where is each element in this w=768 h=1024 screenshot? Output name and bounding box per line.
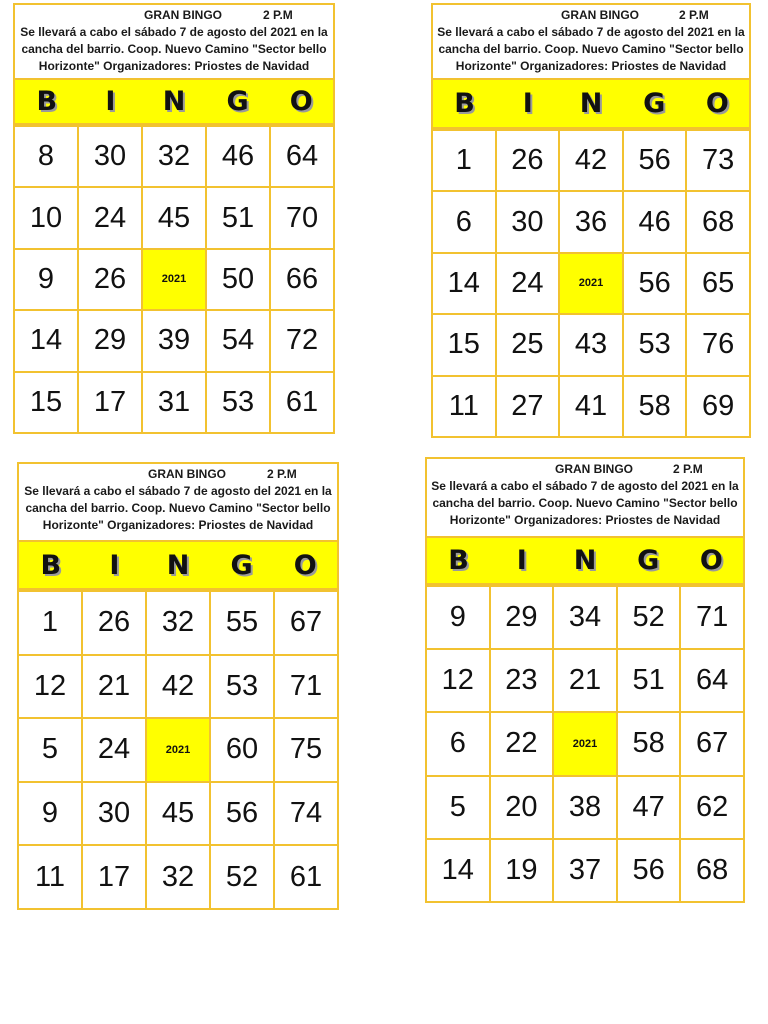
number-cell[interactable]: 5 (427, 777, 491, 840)
number-cell[interactable]: 6 (433, 192, 497, 253)
number-cell[interactable]: 14 (15, 311, 79, 372)
number-cell[interactable]: 62 (681, 777, 745, 840)
number-cell[interactable]: 31 (143, 373, 207, 434)
free-space-cell[interactable]: 2021 (147, 719, 211, 783)
number-cell[interactable]: 53 (624, 315, 688, 376)
event-time: 2 P.M (679, 8, 709, 22)
number-cell[interactable]: 67 (275, 592, 339, 656)
number-cell[interactable]: 11 (19, 846, 83, 910)
number-cell[interactable]: 30 (79, 127, 143, 188)
number-cell[interactable]: 29 (491, 587, 555, 650)
bingo-letter: G (643, 88, 666, 119)
number-grid (431, 129, 751, 438)
event-title: GRAN BINGO (555, 462, 633, 476)
number-cell[interactable]: 61 (271, 373, 335, 434)
number-cell[interactable]: 50 (207, 250, 271, 311)
number-cell[interactable]: 45 (147, 783, 211, 847)
free-space-cell[interactable]: 2021 (560, 254, 624, 315)
number-cell[interactable]: 6 (427, 713, 491, 776)
number-cell[interactable]: 69 (687, 377, 751, 438)
number-cell[interactable]: 1 (433, 131, 497, 192)
card-header (13, 3, 335, 78)
bingo-letter: N (166, 549, 190, 581)
number-cell[interactable]: 56 (211, 783, 275, 847)
bingo-card (13, 3, 335, 434)
number-cell[interactable]: 47 (618, 777, 682, 840)
number-cell[interactable]: 36 (560, 192, 624, 253)
number-cell[interactable]: 70 (271, 188, 335, 249)
number-cell[interactable]: 66 (271, 250, 335, 311)
number-cell[interactable]: 24 (497, 254, 561, 315)
number-cell[interactable]: 53 (207, 373, 271, 434)
number-cell[interactable]: 43 (560, 315, 624, 376)
number-cell[interactable]: 10 (15, 188, 79, 249)
number-cell[interactable]: 14 (433, 254, 497, 315)
number-cell[interactable]: 9 (19, 783, 83, 847)
number-cell[interactable]: 64 (681, 650, 745, 713)
number-cell[interactable]: 32 (147, 846, 211, 910)
bingo-letter: I (109, 549, 120, 581)
number-cell[interactable]: 68 (681, 840, 745, 903)
card-header (425, 457, 745, 536)
number-grid (13, 125, 335, 434)
bingo-letters-row (431, 78, 751, 129)
bingo-letter: O (699, 545, 723, 576)
bingo-letter: G (637, 545, 660, 576)
number-cell[interactable]: 26 (79, 250, 143, 311)
card-header (17, 462, 339, 540)
bingo-letter: O (705, 88, 729, 119)
event-title: GRAN BINGO (148, 467, 226, 481)
number-grid (17, 590, 339, 910)
number-cell[interactable]: 20 (491, 777, 555, 840)
event-description: Se llevará a cabo el sábado 7 de agosto del 2021 en la cancha del barrio. Coop. Nuevo Camino "Sector bello Horizonte" Organizadores: Priostes de Navidad (24, 484, 332, 532)
number-cell[interactable]: 46 (207, 127, 271, 188)
card-header (431, 3, 751, 78)
number-cell[interactable]: 56 (618, 840, 682, 903)
bingo-letters-row (13, 78, 335, 125)
number-cell[interactable]: 8 (15, 127, 79, 188)
number-cell[interactable]: 38 (554, 777, 618, 840)
free-space-cell[interactable]: 2021 (143, 250, 207, 311)
number-cell[interactable]: 9 (15, 250, 79, 311)
number-cell[interactable]: 14 (427, 840, 491, 903)
bingo-letter: N (573, 545, 597, 576)
number-cell[interactable]: 29 (79, 311, 143, 372)
number-cell[interactable]: 21 (554, 650, 618, 713)
bingo-letter: O (293, 549, 317, 581)
number-cell[interactable]: 73 (687, 131, 751, 192)
number-cell[interactable]: 41 (560, 377, 624, 438)
number-cell[interactable]: 12 (427, 650, 491, 713)
bingo-letters-row (17, 540, 339, 590)
number-cell[interactable]: 15 (433, 315, 497, 376)
number-cell[interactable]: 19 (491, 840, 555, 903)
number-cell[interactable]: 67 (681, 713, 745, 776)
number-cell[interactable]: 56 (624, 254, 688, 315)
bingo-letter: G (230, 549, 253, 581)
free-space-cell[interactable]: 2021 (554, 713, 618, 776)
number-cell[interactable]: 52 (618, 587, 682, 650)
title-line (433, 7, 749, 23)
number-cell[interactable]: 45 (143, 188, 207, 249)
bingo-letter: I (522, 88, 533, 119)
number-cell[interactable]: 53 (211, 656, 275, 720)
number-cell[interactable]: 68 (687, 192, 751, 253)
number-grid (425, 585, 745, 903)
number-cell[interactable]: 17 (79, 373, 143, 434)
number-cell[interactable]: 26 (83, 592, 147, 656)
number-cell[interactable]: 21 (83, 656, 147, 720)
title-line (19, 466, 337, 482)
number-cell[interactable]: 32 (147, 592, 211, 656)
number-cell[interactable]: 42 (147, 656, 211, 720)
number-cell[interactable]: 5 (19, 719, 83, 783)
title-line (427, 461, 743, 477)
number-cell[interactable]: 11 (433, 377, 497, 438)
number-cell[interactable]: 72 (271, 311, 335, 372)
bingo-letter: B (454, 88, 475, 119)
number-cell[interactable]: 30 (83, 783, 147, 847)
number-cell[interactable]: 24 (83, 719, 147, 783)
number-cell[interactable]: 15 (15, 373, 79, 434)
bingo-letter: O (289, 86, 313, 117)
number-cell[interactable]: 23 (491, 650, 555, 713)
number-cell[interactable]: 22 (491, 713, 555, 776)
number-cell[interactable]: 54 (207, 311, 271, 372)
number-cell[interactable]: 75 (275, 719, 339, 783)
bingo-letter: B (448, 545, 469, 576)
number-cell[interactable]: 26 (497, 131, 561, 192)
event-time: 2 P.M (263, 8, 293, 22)
number-cell[interactable]: 42 (560, 131, 624, 192)
number-cell[interactable]: 51 (618, 650, 682, 713)
event-description: Se llevará a cabo el sábado 7 de agosto del 2021 en la cancha del barrio. Coop. Nuevo Camino "Sector bello Horizonte" Organizadores: Priostes de Navidad (20, 25, 328, 73)
number-cell[interactable]: 74 (275, 783, 339, 847)
title-line (15, 7, 333, 23)
bingo-letter: I (516, 545, 527, 576)
number-cell[interactable]: 60 (211, 719, 275, 783)
bingo-letter: N (162, 86, 186, 117)
number-cell[interactable]: 61 (275, 846, 339, 910)
bingo-letter: B (36, 86, 58, 117)
event-time: 2 P.M (673, 462, 703, 476)
number-cell[interactable]: 71 (275, 656, 339, 720)
bingo-card (431, 3, 751, 438)
number-cell[interactable]: 64 (271, 127, 335, 188)
number-cell[interactable]: 1 (19, 592, 83, 656)
number-cell[interactable]: 76 (687, 315, 751, 376)
number-cell[interactable]: 39 (143, 311, 207, 372)
bingo-letter: G (226, 86, 249, 117)
event-description: Se llevará a cabo el sábado 7 de agosto del 2021 en la cancha del barrio. Coop. Nuevo Camino "Sector bello Horizonte" Organizadores: Priostes de Navidad (431, 479, 739, 527)
bingo-card (17, 462, 339, 910)
number-cell[interactable]: 12 (19, 656, 83, 720)
event-title: GRAN BINGO (144, 8, 222, 22)
event-title: GRAN BINGO (561, 8, 639, 22)
number-cell[interactable]: 55 (211, 592, 275, 656)
number-cell[interactable]: 37 (554, 840, 618, 903)
event-time: 2 P.M (267, 467, 297, 481)
number-cell[interactable]: 46 (624, 192, 688, 253)
bingo-letter: I (105, 86, 116, 117)
bingo-letter: N (579, 88, 603, 119)
number-cell[interactable]: 25 (497, 315, 561, 376)
number-cell[interactable]: 34 (554, 587, 618, 650)
number-cell[interactable]: 58 (624, 377, 688, 438)
number-cell[interactable]: 65 (687, 254, 751, 315)
number-cell[interactable]: 27 (497, 377, 561, 438)
number-cell[interactable]: 9 (427, 587, 491, 650)
number-cell[interactable]: 56 (624, 131, 688, 192)
number-cell[interactable]: 71 (681, 587, 745, 650)
number-cell[interactable]: 32 (143, 127, 207, 188)
number-cell[interactable]: 17 (83, 846, 147, 910)
bingo-letter: B (40, 549, 62, 581)
bingo-letters-row (425, 536, 745, 585)
bingo-card (425, 457, 745, 903)
event-description: Se llevará a cabo el sábado 7 de agosto del 2021 en la cancha del barrio. Coop. Nuevo Camino "Sector bello Horizonte" Organizadores: Priostes de Navidad (437, 25, 745, 73)
number-cell[interactable]: 58 (618, 713, 682, 776)
number-cell[interactable]: 30 (497, 192, 561, 253)
number-cell[interactable]: 24 (79, 188, 143, 249)
number-cell[interactable]: 51 (207, 188, 271, 249)
number-cell[interactable]: 52 (211, 846, 275, 910)
